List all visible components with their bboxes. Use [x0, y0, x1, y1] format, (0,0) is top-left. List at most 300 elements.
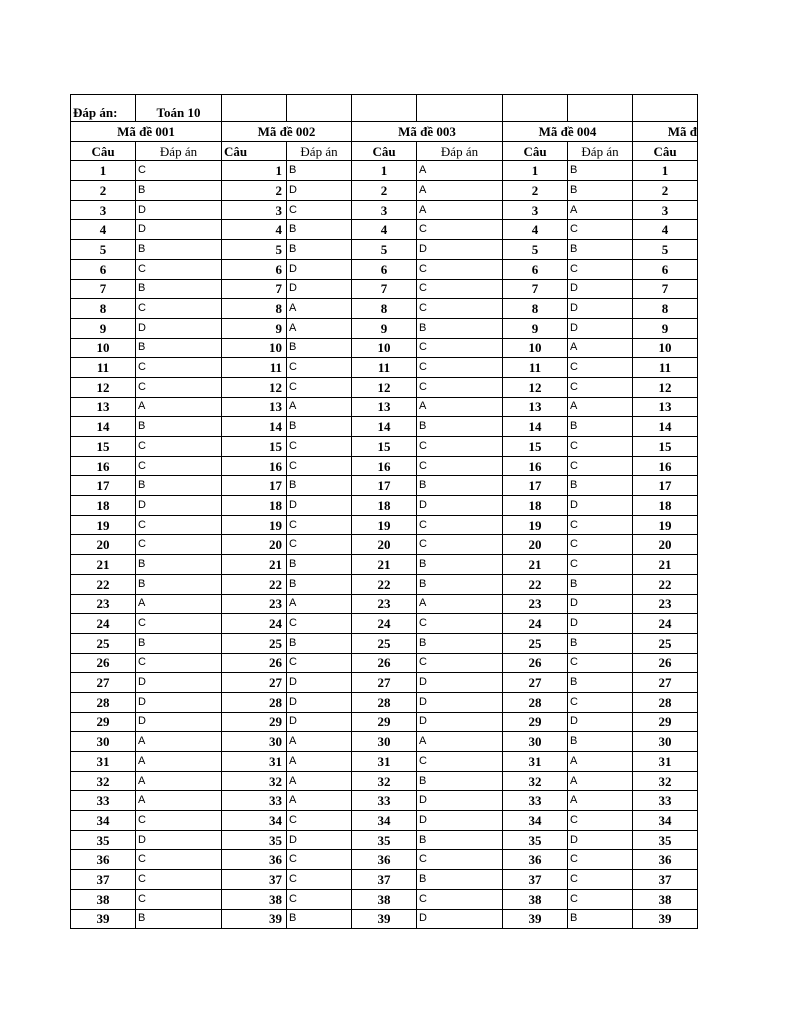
answer-cell: C	[136, 377, 222, 397]
question-number: 38	[503, 889, 568, 909]
question-number: 27	[71, 673, 136, 693]
answer-cell: C	[136, 515, 222, 535]
empty-cell	[222, 95, 287, 122]
question-number: 9	[71, 318, 136, 338]
question-number: 28	[352, 692, 417, 712]
answer-cell: D	[136, 692, 222, 712]
answer-cell: B	[568, 673, 633, 693]
question-number: 11	[633, 358, 698, 378]
answer-cell: B	[136, 574, 222, 594]
question-number: 23	[633, 594, 698, 614]
answer-cell: A	[287, 299, 352, 319]
empty-cell	[633, 95, 698, 122]
question-number: 10	[71, 338, 136, 358]
question-number: 24	[633, 614, 698, 634]
question-number: 31	[503, 752, 568, 772]
answer-cell: B	[287, 555, 352, 575]
table-row	[71, 594, 698, 614]
question-number: 28	[503, 692, 568, 712]
answer-cell: C	[568, 515, 633, 535]
table-row	[71, 771, 698, 791]
answer-cell: A	[287, 732, 352, 752]
question-number: 1	[71, 161, 136, 181]
question-number: 10	[352, 338, 417, 358]
table-row	[71, 555, 698, 575]
question-number: 10	[633, 338, 698, 358]
question-number: 14	[352, 417, 417, 437]
answer-cell: A	[136, 732, 222, 752]
question-header: Câu	[633, 141, 698, 161]
question-number: 4	[71, 220, 136, 240]
question-number: 21	[352, 555, 417, 575]
answer-cell: D	[568, 279, 633, 299]
answer-cell: D	[568, 614, 633, 634]
answer-cell: B	[568, 181, 633, 201]
answer-cell: B	[568, 574, 633, 594]
answer-cell: A	[417, 594, 503, 614]
answer-cell: D	[568, 594, 633, 614]
question-number: 6	[71, 259, 136, 279]
answer-cell: B	[417, 633, 503, 653]
question-number: 15	[222, 437, 287, 457]
answer-cell: C	[287, 870, 352, 890]
answer-cell: B	[417, 417, 503, 437]
answer-cell: D	[417, 791, 503, 811]
question-number: 33	[71, 791, 136, 811]
answer-cell: C	[136, 653, 222, 673]
question-number: 23	[222, 594, 287, 614]
answer-cell: B	[568, 909, 633, 929]
question-number: 32	[633, 771, 698, 791]
question-number: 18	[352, 496, 417, 516]
question-number: 6	[222, 259, 287, 279]
question-number: 30	[633, 732, 698, 752]
answer-cell: C	[417, 220, 503, 240]
question-number: 36	[352, 850, 417, 870]
question-number: 26	[71, 653, 136, 673]
table-row	[71, 870, 698, 890]
question-number: 18	[222, 496, 287, 516]
question-number: 35	[633, 830, 698, 850]
question-number: 5	[222, 240, 287, 260]
answer-cell: A	[287, 791, 352, 811]
code-row	[71, 122, 698, 142]
answer-cell: B	[417, 318, 503, 338]
answer-cell: C	[417, 515, 503, 535]
question-number: 8	[633, 299, 698, 319]
question-number: 12	[352, 377, 417, 397]
question-number: 23	[71, 594, 136, 614]
table-row	[71, 515, 698, 535]
answer-cell: C	[417, 614, 503, 634]
answer-cell: C	[417, 535, 503, 555]
question-number: 23	[503, 594, 568, 614]
answer-cell: B	[568, 633, 633, 653]
question-number: 2	[633, 181, 698, 201]
answer-cell: C	[417, 653, 503, 673]
question-number: 7	[503, 279, 568, 299]
table-row	[71, 417, 698, 437]
table-row	[71, 752, 698, 772]
answer-cell: B	[136, 909, 222, 929]
answer-cell: A	[568, 752, 633, 772]
question-number: 31	[71, 752, 136, 772]
answer-header: Đáp án	[287, 141, 352, 161]
question-number: 30	[503, 732, 568, 752]
question-number: 3	[352, 200, 417, 220]
table-row	[71, 476, 698, 496]
answer-cell: C	[287, 889, 352, 909]
answer-cell: C	[136, 535, 222, 555]
question-number: 25	[71, 633, 136, 653]
answer-cell: C	[568, 220, 633, 240]
question-number: 17	[222, 476, 287, 496]
question-number: 13	[352, 397, 417, 417]
question-number: 31	[352, 752, 417, 772]
question-number: 3	[222, 200, 287, 220]
answer-cell: C	[287, 653, 352, 673]
question-number: 31	[633, 752, 698, 772]
question-number: 7	[352, 279, 417, 299]
answer-cell: A	[287, 397, 352, 417]
table-row	[71, 574, 698, 594]
question-number: 2	[222, 181, 287, 201]
answer-cell: D	[568, 496, 633, 516]
code-005-header: Mã đ	[633, 122, 698, 142]
answer-cell: C	[136, 870, 222, 890]
question-number: 30	[222, 732, 287, 752]
question-number: 34	[633, 811, 698, 831]
answer-cell: A	[136, 791, 222, 811]
answer-cell: D	[136, 220, 222, 240]
question-number: 18	[633, 496, 698, 516]
answer-cell: B	[287, 574, 352, 594]
answer-cell: B	[287, 338, 352, 358]
question-number: 35	[222, 830, 287, 850]
table-row	[71, 692, 698, 712]
question-number: 24	[503, 614, 568, 634]
question-number: 3	[71, 200, 136, 220]
answer-cell: C	[417, 377, 503, 397]
table-row	[71, 220, 698, 240]
answer-cell: D	[287, 673, 352, 693]
answer-cell: A	[136, 594, 222, 614]
answer-cell: C	[287, 535, 352, 555]
question-number: 5	[503, 240, 568, 260]
answer-cell: B	[136, 279, 222, 299]
question-number: 1	[222, 161, 287, 181]
question-number: 28	[633, 692, 698, 712]
question-number: 4	[503, 220, 568, 240]
question-number: 30	[71, 732, 136, 752]
answer-header: Đáp án	[568, 141, 633, 161]
answer-cell: C	[568, 377, 633, 397]
answer-cell: C	[417, 299, 503, 319]
question-number: 19	[71, 515, 136, 535]
question-number: 11	[222, 358, 287, 378]
question-number: 24	[352, 614, 417, 634]
question-number: 39	[633, 909, 698, 929]
question-number: 20	[71, 535, 136, 555]
answer-cell: C	[136, 889, 222, 909]
question-number: 22	[503, 574, 568, 594]
answer-cell: C	[136, 850, 222, 870]
answer-cell: B	[136, 181, 222, 201]
answer-cell: D	[417, 496, 503, 516]
table-row	[71, 909, 698, 929]
answer-cell: C	[287, 377, 352, 397]
answer-cell: B	[287, 476, 352, 496]
question-number: 25	[633, 633, 698, 653]
question-number: 13	[71, 397, 136, 417]
title-row	[71, 95, 698, 122]
question-number: 29	[71, 712, 136, 732]
question-number: 5	[633, 240, 698, 260]
answer-cell: C	[136, 299, 222, 319]
answer-cell: B	[568, 240, 633, 260]
answer-cell: C	[136, 811, 222, 831]
table-row	[71, 437, 698, 457]
empty-cell	[417, 95, 503, 122]
answer-cell: C	[136, 259, 222, 279]
answer-header: Đáp án	[417, 141, 503, 161]
question-number: 22	[352, 574, 417, 594]
question-number: 25	[352, 633, 417, 653]
question-number: 6	[503, 259, 568, 279]
answer-cell: D	[417, 909, 503, 929]
answer-cell: A	[417, 181, 503, 201]
answer-cell: C	[568, 437, 633, 457]
answer-cell: D	[287, 259, 352, 279]
question-number: 15	[633, 437, 698, 457]
question-number: 22	[222, 574, 287, 594]
answer-cell: A	[287, 318, 352, 338]
code-001-header: Mã đề 001	[71, 122, 222, 142]
answer-cell: C	[568, 850, 633, 870]
answer-cell: D	[136, 200, 222, 220]
answer-cell: C	[287, 614, 352, 634]
question-number: 34	[352, 811, 417, 831]
answer-cell: B	[136, 476, 222, 496]
answer-cell: D	[417, 240, 503, 260]
table-row	[71, 791, 698, 811]
answer-cell: B	[136, 338, 222, 358]
answer-cell: C	[568, 555, 633, 575]
question-number: 7	[71, 279, 136, 299]
question-number: 19	[352, 515, 417, 535]
answer-cell: A	[568, 771, 633, 791]
question-number: 33	[633, 791, 698, 811]
answer-cell: B	[287, 240, 352, 260]
question-number: 12	[503, 377, 568, 397]
question-number: 23	[352, 594, 417, 614]
question-number: 21	[222, 555, 287, 575]
question-number: 32	[222, 771, 287, 791]
answer-cell: C	[287, 200, 352, 220]
answer-cell: C	[417, 850, 503, 870]
question-number: 8	[503, 299, 568, 319]
question-number: 29	[222, 712, 287, 732]
answer-cell: D	[136, 496, 222, 516]
question-number: 21	[71, 555, 136, 575]
answer-cell: C	[136, 614, 222, 634]
answer-cell: A	[417, 161, 503, 181]
answer-cell: D	[417, 692, 503, 712]
answer-cell: D	[136, 673, 222, 693]
question-number: 22	[633, 574, 698, 594]
question-number: 21	[633, 555, 698, 575]
answer-cell: B	[568, 732, 633, 752]
answer-cell: C	[417, 279, 503, 299]
table-row	[71, 200, 698, 220]
question-number: 2	[503, 181, 568, 201]
question-number: 35	[71, 830, 136, 850]
question-number: 7	[222, 279, 287, 299]
answer-cell: B	[287, 633, 352, 653]
answer-cell: D	[136, 830, 222, 850]
answer-cell: B	[287, 161, 352, 181]
question-number: 11	[503, 358, 568, 378]
answer-cell: C	[136, 456, 222, 476]
empty-cell	[287, 95, 352, 122]
empty-cell	[503, 95, 568, 122]
question-number: 20	[633, 535, 698, 555]
question-number: 17	[503, 476, 568, 496]
question-header: Câu	[71, 141, 136, 161]
table-row	[71, 535, 698, 555]
question-number: 9	[633, 318, 698, 338]
question-number: 1	[352, 161, 417, 181]
answer-cell: C	[136, 437, 222, 457]
question-number: 10	[222, 338, 287, 358]
table-row	[71, 318, 698, 338]
question-number: 34	[222, 811, 287, 831]
table-row	[71, 673, 698, 693]
question-number: 36	[633, 850, 698, 870]
answer-cell: C	[417, 456, 503, 476]
table-row	[71, 240, 698, 260]
question-number: 12	[633, 377, 698, 397]
question-number: 30	[352, 732, 417, 752]
question-number: 13	[503, 397, 568, 417]
answer-header: Đáp án	[136, 141, 222, 161]
answer-cell: D	[568, 318, 633, 338]
answer-cell: A	[287, 771, 352, 791]
table-row	[71, 299, 698, 319]
question-number: 15	[71, 437, 136, 457]
question-number: 28	[222, 692, 287, 712]
question-number: 20	[222, 535, 287, 555]
question-number: 11	[71, 358, 136, 378]
answer-cell: B	[287, 909, 352, 929]
question-number: 16	[352, 456, 417, 476]
question-number: 36	[71, 850, 136, 870]
answer-cell: C	[568, 870, 633, 890]
question-number: 18	[71, 496, 136, 516]
question-number: 3	[503, 200, 568, 220]
answer-cell: B	[417, 574, 503, 594]
question-number: 4	[352, 220, 417, 240]
question-number: 15	[503, 437, 568, 457]
question-number: 5	[71, 240, 136, 260]
question-number: 7	[633, 279, 698, 299]
answer-cell: D	[136, 318, 222, 338]
question-number: 11	[352, 358, 417, 378]
table-row	[71, 732, 698, 752]
question-number: 34	[71, 811, 136, 831]
question-number: 8	[352, 299, 417, 319]
answer-cell: D	[417, 673, 503, 693]
question-number: 9	[503, 318, 568, 338]
answer-cell: B	[568, 161, 633, 181]
table-row	[71, 279, 698, 299]
answer-cell: C	[568, 692, 633, 712]
question-number: 28	[71, 692, 136, 712]
table-row	[71, 358, 698, 378]
question-number: 14	[222, 417, 287, 437]
question-number: 25	[503, 633, 568, 653]
answer-cell: A	[568, 200, 633, 220]
question-number: 12	[222, 377, 287, 397]
answer-cell: B	[417, 771, 503, 791]
answer-cell: C	[287, 515, 352, 535]
column-header-row	[71, 141, 698, 161]
answer-cell: D	[287, 830, 352, 850]
answer-cell: A	[287, 752, 352, 772]
answer-cell: D	[568, 299, 633, 319]
answer-cell: D	[568, 712, 633, 732]
question-number: 29	[503, 712, 568, 732]
question-number: 26	[352, 653, 417, 673]
answer-cell: B	[136, 240, 222, 260]
question-number: 19	[633, 515, 698, 535]
answer-cell: A	[568, 397, 633, 417]
question-number: 16	[633, 456, 698, 476]
answer-cell: D	[287, 181, 352, 201]
question-number: 27	[222, 673, 287, 693]
question-header: Câu	[352, 141, 417, 161]
question-number: 16	[71, 456, 136, 476]
answer-cell: C	[417, 338, 503, 358]
table-row	[71, 614, 698, 634]
table-row	[71, 397, 698, 417]
answer-cell: D	[287, 692, 352, 712]
question-number: 32	[503, 771, 568, 791]
answer-cell: C	[568, 889, 633, 909]
question-number: 27	[633, 673, 698, 693]
question-number: 20	[503, 535, 568, 555]
answer-cell: C	[136, 358, 222, 378]
table-row	[71, 712, 698, 732]
question-number: 16	[503, 456, 568, 476]
question-number: 25	[222, 633, 287, 653]
answer-cell: C	[568, 358, 633, 378]
answer-cell: B	[287, 220, 352, 240]
answer-cell: C	[287, 456, 352, 476]
question-number: 38	[71, 889, 136, 909]
answer-cell: B	[136, 633, 222, 653]
question-number: 17	[71, 476, 136, 496]
question-number: 21	[503, 555, 568, 575]
answer-cell: A	[568, 338, 633, 358]
answer-cell: B	[568, 476, 633, 496]
table-row	[71, 496, 698, 516]
question-number: 14	[71, 417, 136, 437]
question-number: 17	[633, 476, 698, 496]
question-number: 24	[71, 614, 136, 634]
question-number: 3	[633, 200, 698, 220]
question-number: 19	[503, 515, 568, 535]
